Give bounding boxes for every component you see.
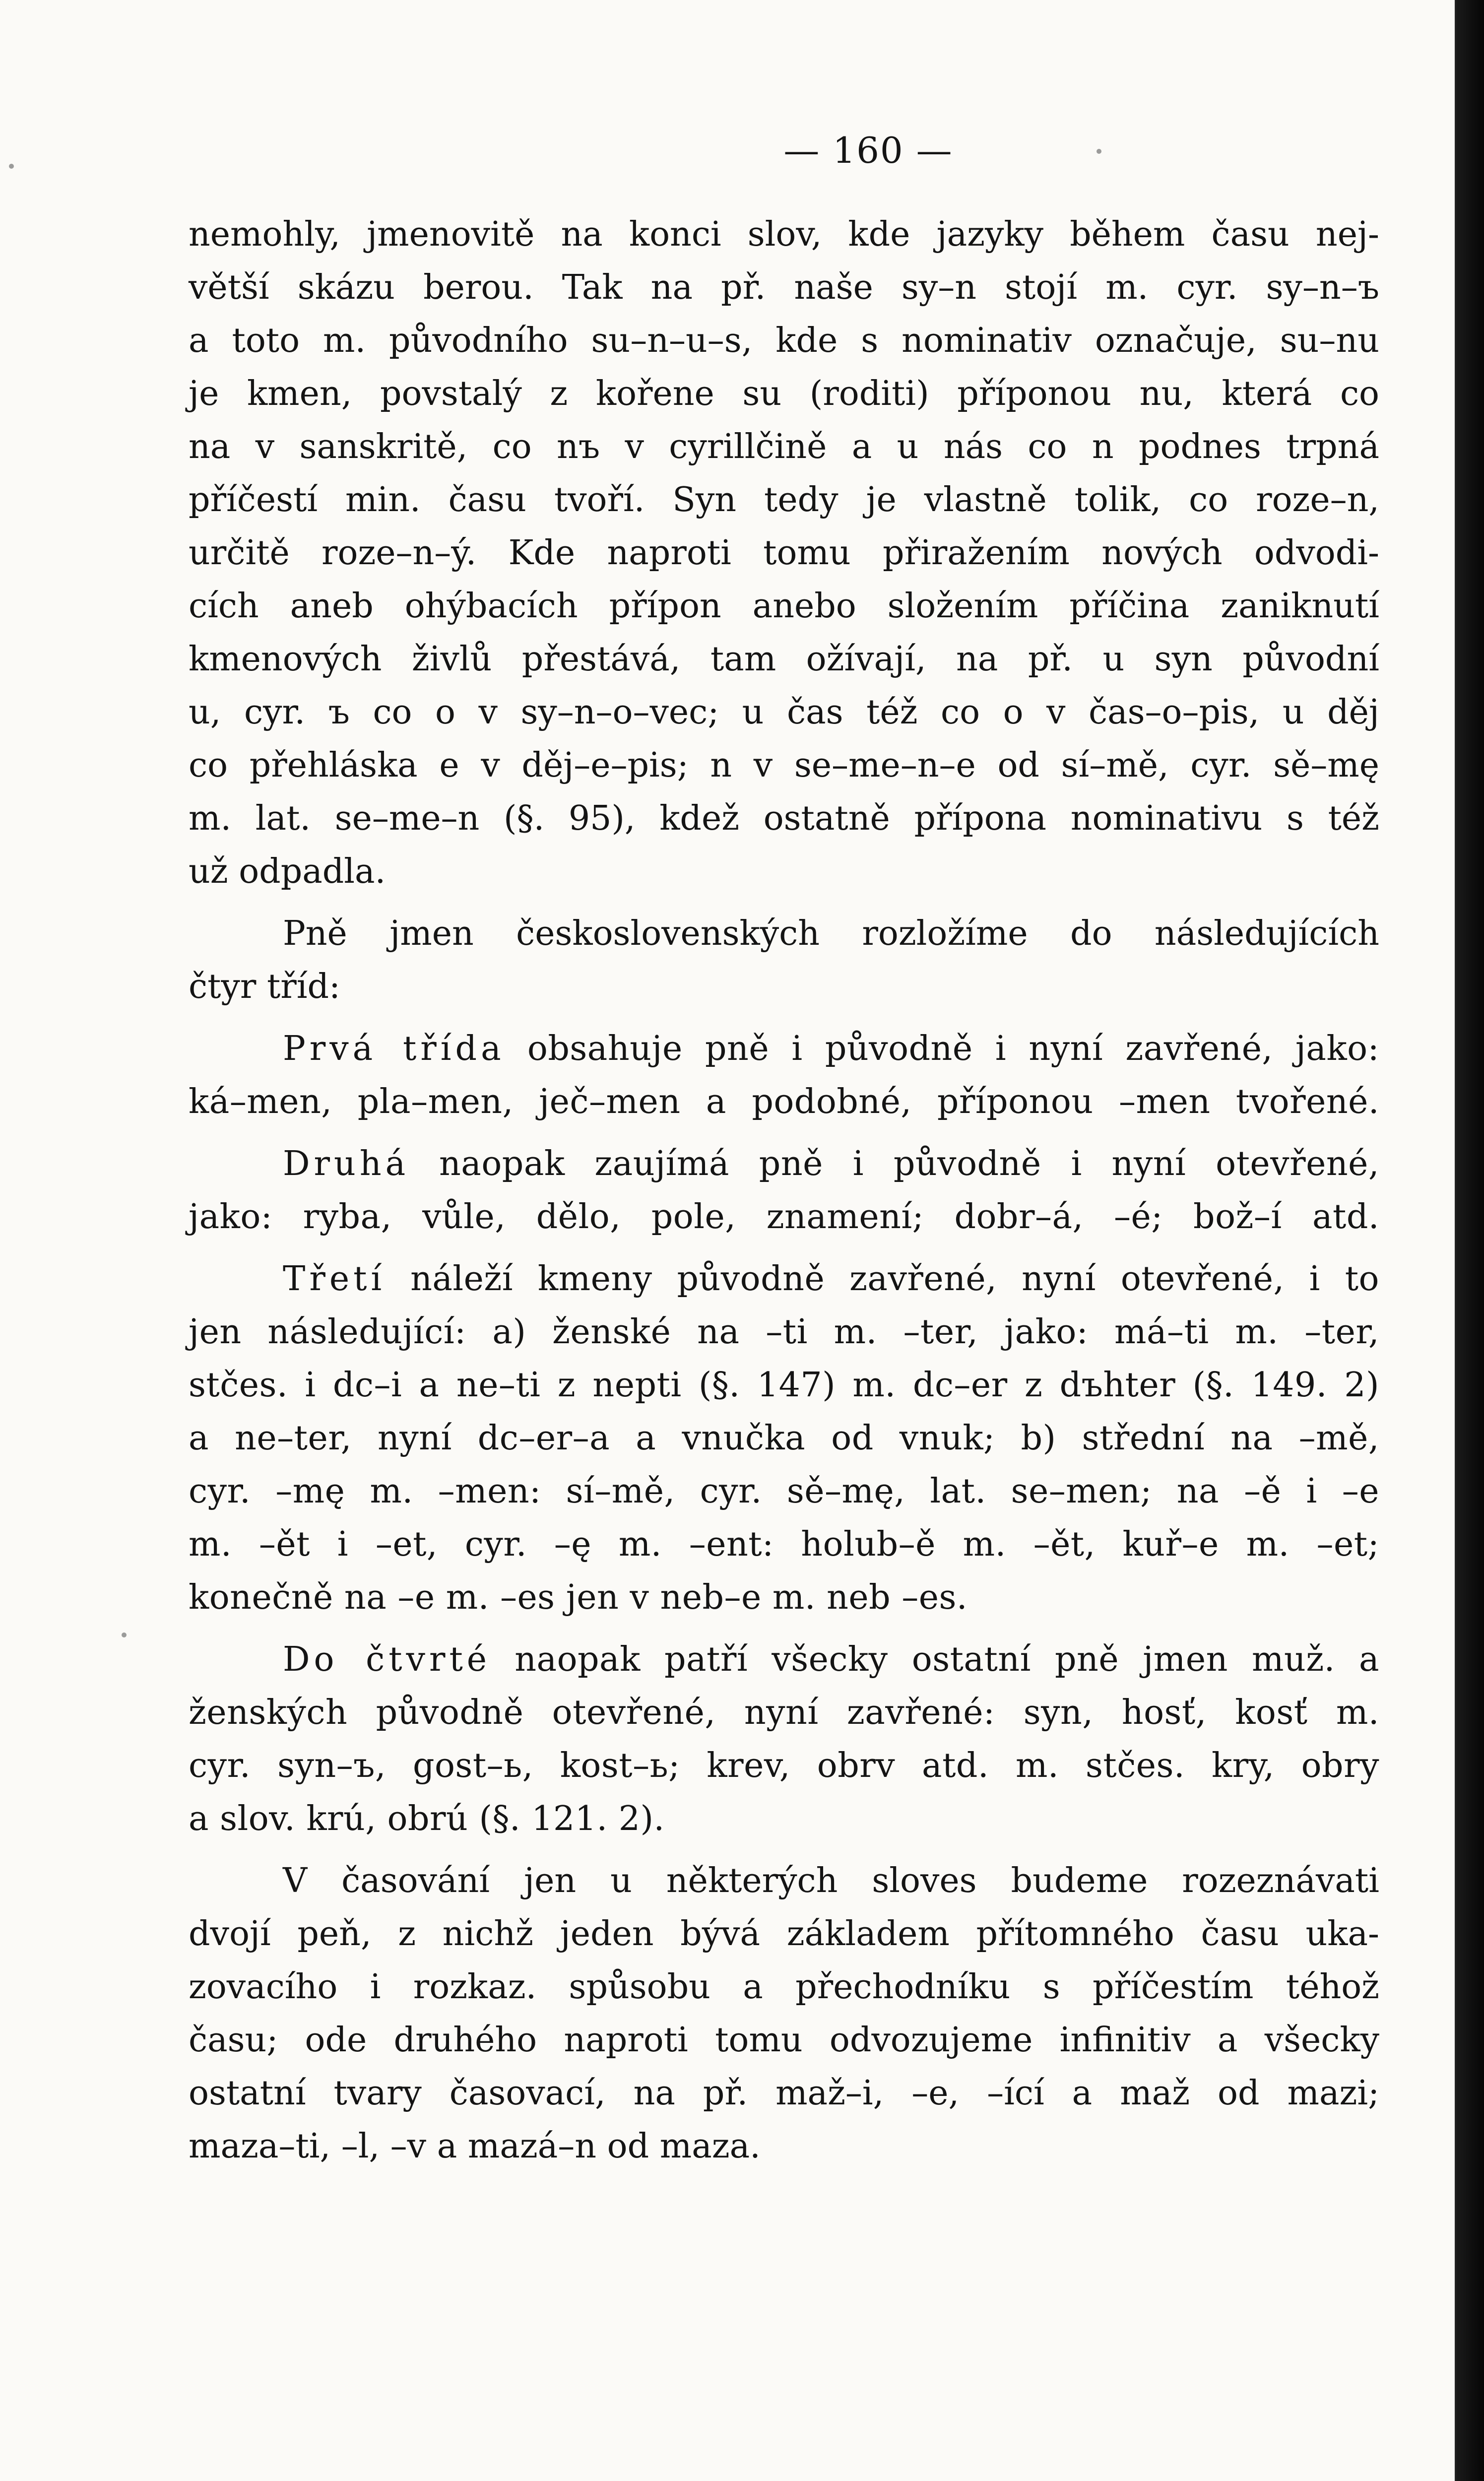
scan-speck [9,164,14,169]
class-heading-third: Třetí [283,1259,386,1299]
text-line-remainder: naopak zaujímá pně i původně i nyní otevřené, [439,1144,1379,1183]
text-line: a slov. krú, obrú (§. 121. 2). [189,1799,665,1838]
paragraph-first-class [189,1022,1379,1128]
text-line: určitě roze–n–ý. Kde naproti tomu přiražením nových odvodi- [189,533,1379,573]
class-heading-second: Druhá [283,1144,410,1183]
text-line-remainder: naopak patří všecky ostatní pně jmen muž. a [515,1640,1379,1679]
page-number: — 160 — [783,130,953,171]
text-line-remainder: náleží kmeny původně zavřené, nyní otevřené, i to [410,1259,1379,1299]
text-line: příčestí min. času tvoří. Syn tedy je vlastně tolik, co roze–n, [189,480,1379,520]
paragraph-second-class [189,1137,1379,1243]
text-line: a ne–ter, nyní dc–er–a a vnučka od vnuk; b) střední na –mě, [189,1419,1379,1458]
scan-speck [1097,149,1101,154]
text-line: m. –ět i –et, cyr. –ę m. –ent: holub–ě m. –ět, kuř–e m. –et; [189,1525,1379,1564]
text-line: je kmen, povstalý z kořene su (roditi) příponou nu, která co [189,374,1379,413]
text-line: cyr. syn–ъ, gost–ь, kost–ь; krev, obrv atd. m. stčes. kry, obry [189,1746,1379,1785]
text-line: kmenových živlů přestává, tam ožívají, na př. u syn původní [189,640,1379,679]
text-line: nemohly, jmenovitě na konci slov, kde jazyky během času nej- [189,215,1379,254]
text-line: co přehláska e v děj–e–pis; n v se–me–n–e od sí–mě, cyr. sě–mę [189,746,1379,785]
text-line: Pně jmen československých rozložíme do následujících [283,914,1379,953]
text-line: už odpadla. [189,852,386,891]
text-line: času; ode druhého naproti tomu odvozujeme infinitiv a všecky [189,2021,1379,2060]
text-line [189,1137,1379,1190]
text-line: zovacího i rozkaz. spůsobu a přechodníku s příčestím téhož [189,1967,1379,2007]
scan-speck [122,1632,127,1637]
text-line [189,1022,1379,1075]
text-line: dvojí peň, z nichž jeden bývá základem přítomného času uka- [189,1914,1379,1954]
text-line [189,1252,1379,1306]
paragraph-intro-classes [189,907,1379,1013]
class-heading-fourth: Do čtvrté [283,1640,491,1679]
paragraph-continuation [189,208,1379,898]
text-line: maza–ti, –l, –v a mazá–n od maza. [189,2127,761,2166]
text-line: ženských původně otevřené, nyní zavřené: syn, hosť, kosť m. [189,1693,1379,1732]
text-line: ká–men, pla–men, ječ–men a podobné, příponou –men tvořené. [189,1082,1379,1121]
scan-dark-edge [1456,0,1484,2481]
class-heading-first: Prvá třída [283,1029,505,1068]
paragraph-conjugation [189,1854,1379,2173]
text-line: na v sanskritě, co nъ v cyrillčině a u nás co n podnes trpná [189,427,1379,466]
page-text-block [189,124,1379,2173]
text-line: cích aneb ohýbacích přípon anebo složením příčina zaniknutí [189,587,1379,626]
text-line: jen následující: a) ženské na –ti m. –ter, jako: má–ti m. –ter, [189,1312,1379,1352]
text-line: cyr. –mę m. –men: sí–mě, cyr. sě–mę, lat. se–men; na –ě i –e [189,1472,1379,1511]
text-line: jako: ryba, vůle, dělo, pole, znamení; dobr–á, –é; bož–í atd. [189,1197,1379,1237]
text-line: čtyr tříd: [189,967,340,1006]
text-line: ostatní tvary časovací, na př. maž–i, –e, –ící a maž od mazi; [189,2074,1379,2113]
text-line: konečně na –e m. –es jen v neb–e m. neb –es. [189,1578,968,1617]
text-line [189,1633,1379,1686]
text-line: u, cyr. ъ co o v sy–n–o–vec; u čas též co o v čas–o–pis, u děj [189,693,1379,732]
text-line: stčes. i dc–i a ne–ti z nepti (§. 147) m. dc–er z dъhter (§. 149. 2) [189,1366,1379,1405]
text-line: V časování jen u některých sloves budeme rozeznávati [283,1861,1379,1900]
paragraph-third-class [189,1252,1379,1624]
paragraph-fourth-class [189,1633,1379,1845]
text-line-remainder: obsahuje pně i původně i nyní zavřené, jako: [527,1029,1379,1068]
text-line: větší skázu berou. Tak na př. naše sy–n stojí m. cyr. sy–n–ъ [189,268,1379,307]
text-line: m. lat. se–me–n (§. 95), kdež ostatně přípona nominativu s též [189,799,1379,838]
text-line: a toto m. původního su–n–u–s, kde s nominativ označuje, su–nu [189,321,1379,360]
